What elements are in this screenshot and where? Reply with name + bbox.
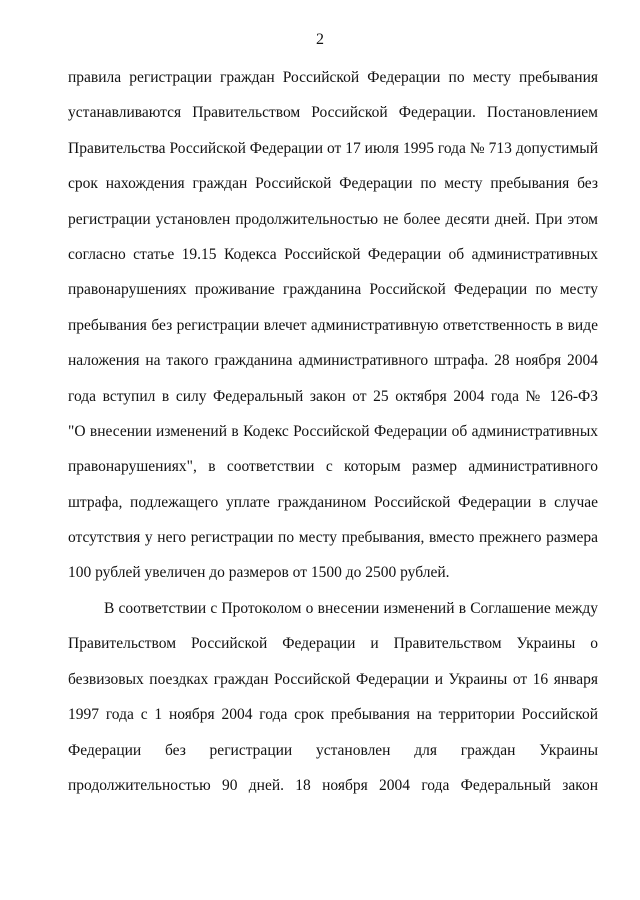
text-line: В соответствии с Протоколом о внесении изменений в Соглашение между	[104, 600, 598, 617]
text-line: устанавливаются Правительством Российской Федерации. Постановлением	[68, 104, 598, 122]
paragraph-registration-rules	[68, 66, 598, 597]
text-line: Федерации без регистрации установлен для граждан Украины	[68, 741, 598, 759]
text-line: срок нахождения граждан Российской Федерации по месту пребывания без	[68, 175, 598, 193]
text-line: штрафа, подлежащего уплате гражданином Российской Федерации в случае	[68, 493, 598, 511]
text-line: безвизовых поездках граждан Российской Федерации и Украины от 16 января	[68, 670, 598, 688]
text-line: регистрации установлен продолжительностью не более десяти дней. При этом	[68, 210, 598, 228]
text-line: года вступил в силу Федеральный закон от 25 октября 2004 года № 126-ФЗ	[68, 387, 598, 405]
text-line: наложения на такого гражданина административного штрафа. 28 ноября 2004	[68, 352, 598, 370]
text-line: правонарушениях проживание гражданина Российской Федерации по месту	[68, 281, 598, 299]
text-line: 1997 года с 1 ноября 2004 года срок пребывания на территории Российской	[68, 706, 598, 724]
text-line: Правительства Российской Федерации от 17 июля 1995 года № 713 допустимый	[68, 139, 598, 157]
text-line: "О внесении изменений в Кодекс Российской Федерации об административных	[68, 422, 598, 440]
text-line: Правительством Российской Федерации и Правительством Украины о	[68, 635, 598, 653]
text-line: пребывания без регистрации влечет административную ответственность в виде	[68, 316, 598, 334]
text-line: 100 рублей увеличен до размеров от 1500 до 2500 рублей.	[68, 564, 450, 582]
text-line: правонарушениях", в соответствии с которым размер административного	[68, 458, 598, 476]
text-line: отсутствия у него регистрации по месту пребывания, вместо прежнего размера	[68, 529, 598, 547]
text-line: продолжительностью 90 дней. 18 ноября 2004 года Федеральный закон	[68, 776, 598, 794]
text-line: согласно статье 19.15 Кодекса Российской Федерации об административных	[68, 245, 598, 263]
text-line: правила регистрации граждан Российской Федерации по месту пребывания	[68, 69, 598, 86]
page-number: 2	[316, 31, 324, 48]
paragraph-ukraine-protocol	[68, 597, 598, 809]
